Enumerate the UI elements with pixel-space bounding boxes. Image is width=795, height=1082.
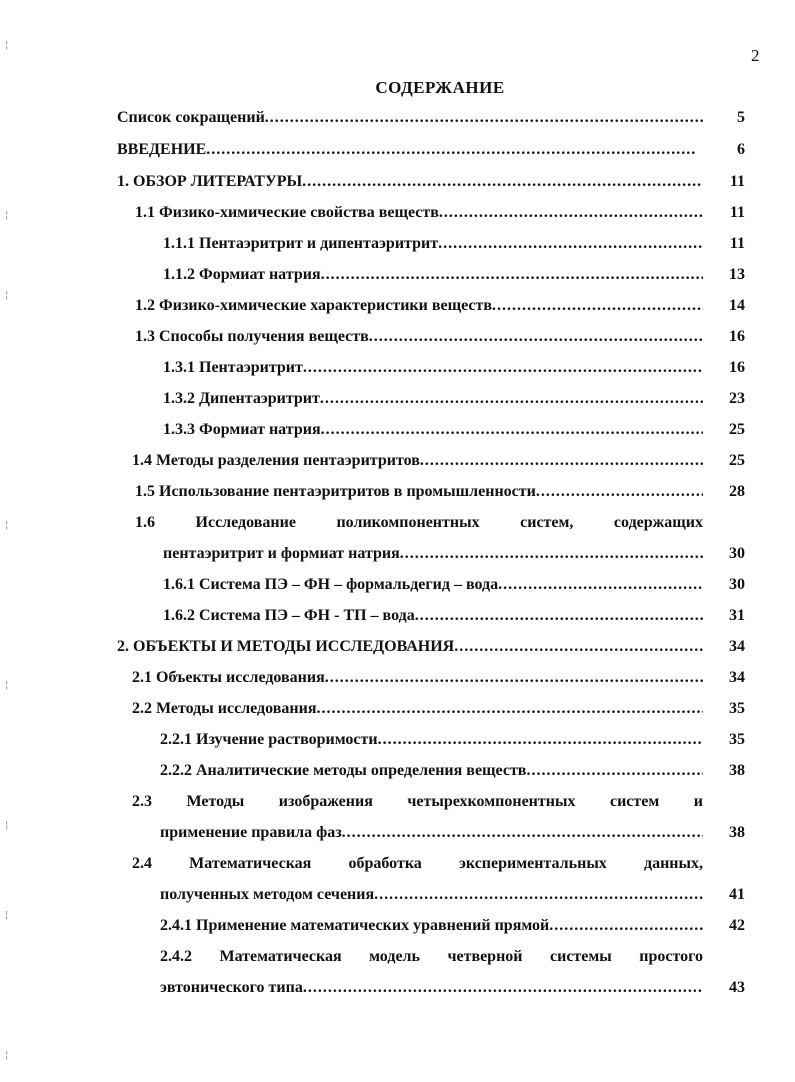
toc-entry-page: 25 (729, 452, 745, 469)
toc-row[interactable] (0, 449, 745, 473)
toc-row[interactable] (0, 418, 745, 442)
toc-entry-text: 1.3.3 Формиат натрия ..... (163, 418, 703, 442)
toc-entry-page: 23 (729, 390, 745, 407)
scan-mark: ¦ (5, 1050, 9, 1061)
toc-entry-page: 31 (729, 607, 745, 624)
toc-row[interactable] (0, 201, 745, 225)
toc-row[interactable] (0, 883, 745, 907)
toc-row[interactable] (0, 106, 745, 130)
toc-entry-page: 38 (729, 824, 745, 841)
toc-entry-page: 16 (729, 328, 745, 345)
toc-row[interactable] (0, 635, 745, 659)
page-title: СОДЕРЖАНИЕ (375, 78, 505, 97)
toc-entry-page: 11 (729, 235, 745, 252)
toc-entry-page: 25 (729, 421, 745, 438)
toc-row[interactable] (0, 759, 745, 783)
toc-entry-text: 1.6.1 Система ПЭ – ФН – формальдегид – вода ..... (163, 573, 703, 597)
toc-entry-text: 1. ОБЗОР ЛИТЕРАТУРЫ ..... (117, 170, 703, 194)
toc-entry-text: 2.2.2 Аналитические методы определения веществ ..... (160, 759, 703, 783)
toc-entry-page: 34 (729, 638, 745, 655)
toc-entry-text: применение правила фаз ..... (160, 821, 703, 845)
toc-entry-page: 5 (737, 109, 745, 126)
page-number: 2 (751, 46, 760, 65)
toc-entry-text: полученных методом сечения ..... (160, 883, 703, 907)
toc-entry-page: 6 (737, 141, 745, 158)
toc-row[interactable] (0, 728, 745, 752)
toc-entry-text: 2.3 Методы изображения четырехкомпонентных систем и (132, 793, 703, 810)
toc-entry-page: 38 (729, 762, 745, 779)
toc-row[interactable] (0, 170, 745, 194)
scan-mark: ¦ (5, 40, 9, 51)
toc-entry-text: пентаэритрит и формиат натрия ..... (163, 542, 703, 566)
toc-row[interactable] (0, 914, 745, 938)
toc-entry-text: ВВЕДЕНИЕ ..... (117, 138, 697, 162)
toc-row[interactable] (0, 945, 745, 969)
toc-entry-text: 1.1.1 Пентаэритрит и дипентаэритрит ..... (163, 232, 703, 256)
toc-entry-text: 1.1 Физико-химические свойства веществ ..... (135, 201, 703, 225)
toc-row[interactable] (0, 542, 745, 566)
toc-entry-page: 16 (729, 359, 745, 376)
toc-row[interactable] (0, 232, 745, 256)
toc-row[interactable] (0, 573, 745, 597)
toc-entry-text: 1.4 Методы разделения пентаэритритов ..... (132, 449, 703, 473)
scan-mark: ¦ (5, 680, 9, 691)
toc-entry-text: 1.1.2 Формиат натрия ..... (163, 263, 703, 287)
scan-mark: ¦ (5, 520, 9, 531)
toc-entry-page: 28 (729, 483, 745, 500)
toc-row[interactable] (0, 387, 745, 411)
toc-entry-text: 1.6 Исследование поликомпонентных систем, содержащих (135, 514, 703, 531)
toc-row[interactable] (0, 138, 745, 162)
toc-row[interactable] (0, 325, 745, 349)
toc-entry-page: 30 (729, 576, 745, 593)
toc-row[interactable] (0, 356, 745, 380)
toc-row[interactable] (0, 790, 745, 814)
toc-entry-text: Список сокращений ..... (117, 106, 705, 130)
toc-entry-text: 2.2 Методы исследования ..... (132, 697, 703, 721)
toc-entry-text: 2.4 Математическая обработка экспериментальных данных, (132, 855, 703, 872)
toc-entry-page: 42 (729, 917, 745, 934)
toc-row[interactable] (0, 821, 745, 845)
toc-row[interactable] (0, 294, 745, 318)
toc-row[interactable] (0, 263, 745, 287)
toc-entry-text: 2.2.1 Изучение растворимости ..... (160, 728, 703, 752)
scan-mark: ¦ (5, 290, 9, 301)
scan-mark: ¦ (5, 820, 9, 831)
toc-entry-page: 11 (729, 173, 745, 190)
toc-entry-page: 34 (729, 669, 745, 686)
toc-row[interactable] (0, 604, 745, 628)
toc-entry-text: 1.2 Физико-химические характеристики веществ ..... (135, 294, 703, 318)
scan-mark: ¦ (5, 210, 9, 221)
toc-entry-text: 1.6.2 Система ПЭ – ФН - ТП – вода ..... (163, 604, 703, 628)
toc-row[interactable] (0, 852, 745, 876)
toc-entry-text: 2.4.2 Математическая модель четверной системы простого (160, 948, 703, 965)
toc-row[interactable] (0, 697, 745, 721)
toc-entry-page: 13 (729, 266, 745, 283)
toc-entry-text: 2.1 Объекты исследования ..... (132, 666, 703, 690)
toc-entry-page: 14 (729, 297, 745, 314)
toc-entry-text: 2.4.1 Применение математических уравнений прямой ..... (160, 914, 703, 938)
toc-entry-text: эвтонического типа ..... (160, 976, 703, 1000)
toc-entry-text: 2. ОБЪЕКТЫ И МЕТОДЫ ИССЛЕДОВАНИЯ ..... (117, 635, 703, 659)
toc-entry-text: 1.3.2 Дипентаэритрит ..... (163, 387, 703, 411)
toc-entry-page: 35 (729, 731, 745, 748)
scan-mark: ¦ (5, 910, 9, 921)
toc-entry-page: 35 (729, 700, 745, 717)
toc-entry-page: 41 (729, 886, 745, 903)
toc-entry-page: 43 (729, 979, 745, 996)
toc-row[interactable] (0, 480, 745, 504)
toc-entry-page: 11 (729, 204, 745, 221)
toc-entry-text: 1.3 Способы получения веществ ..... (135, 325, 703, 349)
toc-entry-page: 30 (729, 545, 745, 562)
toc-row[interactable] (0, 976, 745, 1000)
toc-entry-text: 1.5 Использование пентаэритритов в промышленности ..... (135, 480, 703, 504)
toc-row[interactable] (0, 666, 745, 690)
toc-entry-text: 1.3.1 Пентаэритрит ..... (163, 356, 703, 380)
toc-row[interactable] (0, 511, 745, 535)
